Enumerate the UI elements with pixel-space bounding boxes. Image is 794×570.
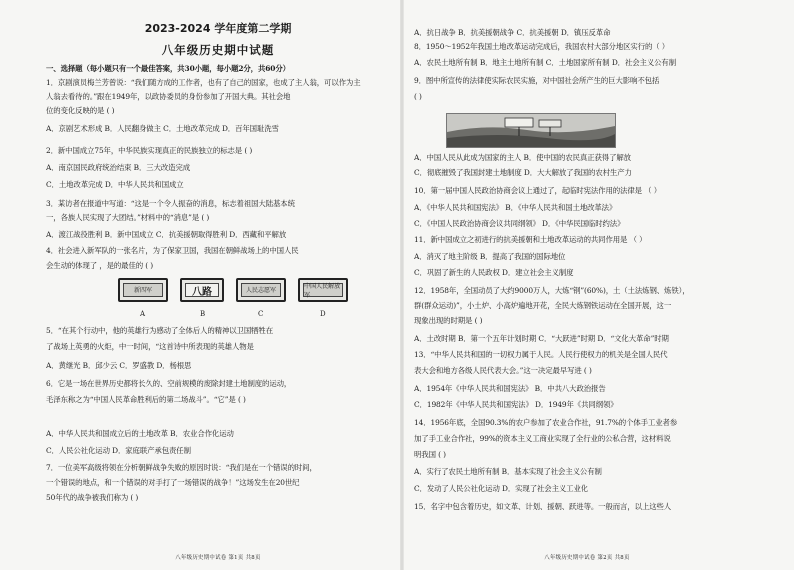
question-14-options-cd: C．发动了人民公社化运动 D．实现了社会主义工业化 — [414, 484, 589, 493]
question-6-line-2: 毛泽东称之为“中国人民革命胜利后的第二场战斗”。“它”是 ( ) — [46, 395, 246, 404]
left-page — [46, 0, 390, 570]
question-12-options: A．土改时期 B．第一个五年计划时期 C．“大跃进”时期 D．“文化大革命”时期 — [414, 334, 669, 343]
question-10-options-cd: C．《中国人民政治协商会议共同纲领》 D．《中华民国临时约法》 — [414, 219, 625, 228]
option-label-b: B — [200, 310, 206, 318]
question-4-line-1: 4．社会进入新军队的一张名片，为了保家卫国，我国在朝鲜战场上的中国人民 — [46, 246, 299, 255]
question-7-line-1: 7．一位美军高级将领在分析朝鲜战争失败的原因时说：“我们是在一个错误的时间， — [46, 463, 317, 472]
question-4-option-labels — [118, 310, 348, 320]
question-1-line-1: 1．京剧演员梅兰芳曾说：“我们随方成的工作者，也有了自己的国家，也成了主人翁，可以作为主 — [46, 78, 361, 87]
right-page — [414, 0, 760, 570]
option-label-d: D — [320, 310, 326, 318]
question-6-line-1: 6．它是一场在世界历史都将长久的、空前规模的废除封建土地制度的运动， — [46, 379, 292, 388]
stamp-c-label: 人民志愿军 — [241, 283, 281, 297]
question-12-line-3: 现象出现的时期是 ( ) — [414, 316, 483, 325]
question-9-line-1: 9．图中所宣传的法律使实际农民实施，对中国社会所产生的巨大影响不包括 — [414, 76, 660, 85]
question-13-line-1: 13．“中华人民共和国的一切权力属于人民。人民行使权力的机关是全国人民代 — [414, 350, 668, 359]
question-5-options: A．黄继光 B．邱少云 C．罗盛教 D．杨根思 — [46, 361, 192, 370]
question-13-options-ab: A．1954年《中华人民共和国宪法》 B．中共八大政治报告 — [414, 384, 606, 393]
question-11-stem: 11．新中国成立之初进行的抗美援朝和土地改革运动的共同作用是 （ ） — [414, 235, 647, 244]
question-14-line-1: 14．1956年底，全国90.3%的农户参加了农业合作社，91.7%的个体手工业者参 — [414, 418, 678, 427]
stamp-d-label: 中国人民解放军 — [303, 283, 343, 297]
question-13-options-cd: C．1982年《中华人民共和国宪法》 D．1949年《共同纲领》 — [414, 400, 618, 409]
stamp-b-label: 八路 — [185, 283, 220, 297]
question-9-photo — [446, 113, 616, 148]
question-1-line-2: 人翁去看待的。”跟在1949年，以政协委员的身份参加了开国大典。其社会地 — [46, 92, 291, 101]
question-14-options-ab: A．实行了农民土地所有制 B．基本实现了社会主义公有制 — [414, 467, 602, 476]
left-page-footer: 八年级历史期中试卷 第1页 共8页 — [175, 555, 261, 561]
option-label-c: C — [258, 310, 264, 318]
question-10-options-ab: A．《中华人民共和国宪法》 B．《中华人民共和国土地改革法》 — [414, 203, 617, 212]
question-14-line-3: 明我国 ( ) — [414, 450, 446, 459]
option-label-a: A — [140, 310, 146, 318]
question-6-options-cd: C．人民公社化运动 D．家庭联产承包责任制 — [46, 446, 191, 455]
stamp-a-label: 新四军 — [123, 283, 163, 297]
exam-year-title: 2023-2024 学年度第二学期 — [144, 22, 292, 35]
right-page-footer: 八年级历史期中试卷 第2页 共8页 — [544, 555, 630, 561]
question-9-line-2: ( ) — [414, 92, 422, 101]
question-9-options-cd: C．彻底摧毁了我国封建土地制度 D．大大解放了我国的农村生产力 — [414, 168, 632, 177]
question-10-stem: 10．第一届中国人民政治协商会议上通过了，起临时宪法作用的法律是 （ ） — [414, 186, 662, 195]
stamp-image-b — [180, 278, 224, 302]
question-12-line-1: 12．1958年，全国动员了大约9000万人，大炼“钢”(60%)，土（土法炼钢、炼铁）， — [414, 286, 690, 295]
stamp-image-a — [118, 278, 168, 302]
question-6-options-ab: A．中华人民共和国成立后的土地改革 B．农业合作化运动 — [46, 429, 234, 438]
question-7-options: A．抗日战争 B．抗美援朝战争 C．抗美援朝 D．镇压反革命 — [414, 28, 611, 37]
question-11-options-ab: A．消灭了地主阶级 B．提高了我国的国际地位 — [414, 252, 566, 261]
question-4-images — [118, 278, 348, 306]
question-15-line-1: 15．名字中包含着历史，如文革、计划、援朝、跃进等。一般而言，以上这些人 — [414, 502, 672, 511]
crowd-photo-illustration — [447, 114, 615, 147]
question-3-options: A．渡江战役胜利 B．新中国成立 C．抗美援朝取得胜利 D．西藏和平解放 — [46, 230, 287, 239]
question-4-line-2: 会生动的体现了 ，是的最佳的 ( ) — [46, 261, 154, 270]
question-7-line-2: 一个错误的地点，和一个错误的对手打了一场错误的战争！”这场发生在20世纪 — [46, 478, 300, 487]
question-3-line-2: 一，各族人民实现了大团结。”材料中的“消息”是 ( ) — [46, 213, 210, 222]
section-heading: 一、选择题（每小题只有一个最佳答案，共30小题，每小题2分，共60分） — [46, 64, 290, 73]
question-12-line-2: 群(群众运动)”，小土炉、小高炉遍地开花，全民大炼钢铁运动在全国开展，这一 — [414, 301, 672, 310]
question-5-line-2: 了战场上英勇的火炬，中一时间，“这首诗中所表现的英雄人物是 — [46, 342, 254, 351]
question-9-options-ab: A．中国人民从此成为国家的主人 B．使中国的农民真正获得了解放 — [414, 153, 631, 162]
exam-title: 八年级历史期中试题 — [161, 43, 275, 57]
page-fold — [400, 0, 404, 570]
question-11-options-cd: C．巩固了新生的人民政权 D．建立社会主义制度 — [414, 268, 574, 277]
question-3-line-1: 3．某访者在报道中写道：“这是一个令人振奋的消息，标志着祖国大陆基本统 — [46, 199, 295, 208]
question-8-stem: 8．1950～1952年我国土地改革运动完成后，我国农村大部分地区实行的（ ） — [414, 42, 670, 51]
question-1-options: A．京剧艺术形成 B．人民翻身做主 C．土地改革完成 D．百年国耻洗雪 — [46, 124, 279, 133]
question-7-line-3: 50年代的战争被我们称为 ( ) — [46, 493, 139, 502]
question-13-line-2: 表大会和地方各级人民代表大会。”这一决定最早写进 ( ) — [414, 366, 592, 375]
stamp-image-c — [236, 278, 286, 302]
question-8-options: A．农民土地所有制 B．地主土地所有制 C．土地国家所有制 D．社会主义公有制 — [414, 58, 677, 67]
question-2-stem: 2．新中国成立75年，中华民族实现真正的民族独立的标志是 ( ) — [46, 146, 253, 155]
question-2-options-ab: A．南京国民政府统治结束 B．三大改造完成 — [46, 163, 191, 172]
stamp-image-d — [298, 278, 348, 302]
question-2-options-cd: C．土地改革完成 D．中华人民共和国成立 — [46, 180, 184, 189]
question-1-line-3: 位的变化反映的是 ( ) — [46, 106, 115, 115]
question-14-line-2: 加了手工业合作社，99%的资本主义工商业实现了全行业的公私合营，这材料说 — [414, 434, 671, 443]
question-5-line-1: 5．“在其个行动中，他的英雄行为感动了全体后人的精神以卫国牺牲在 — [46, 326, 274, 335]
